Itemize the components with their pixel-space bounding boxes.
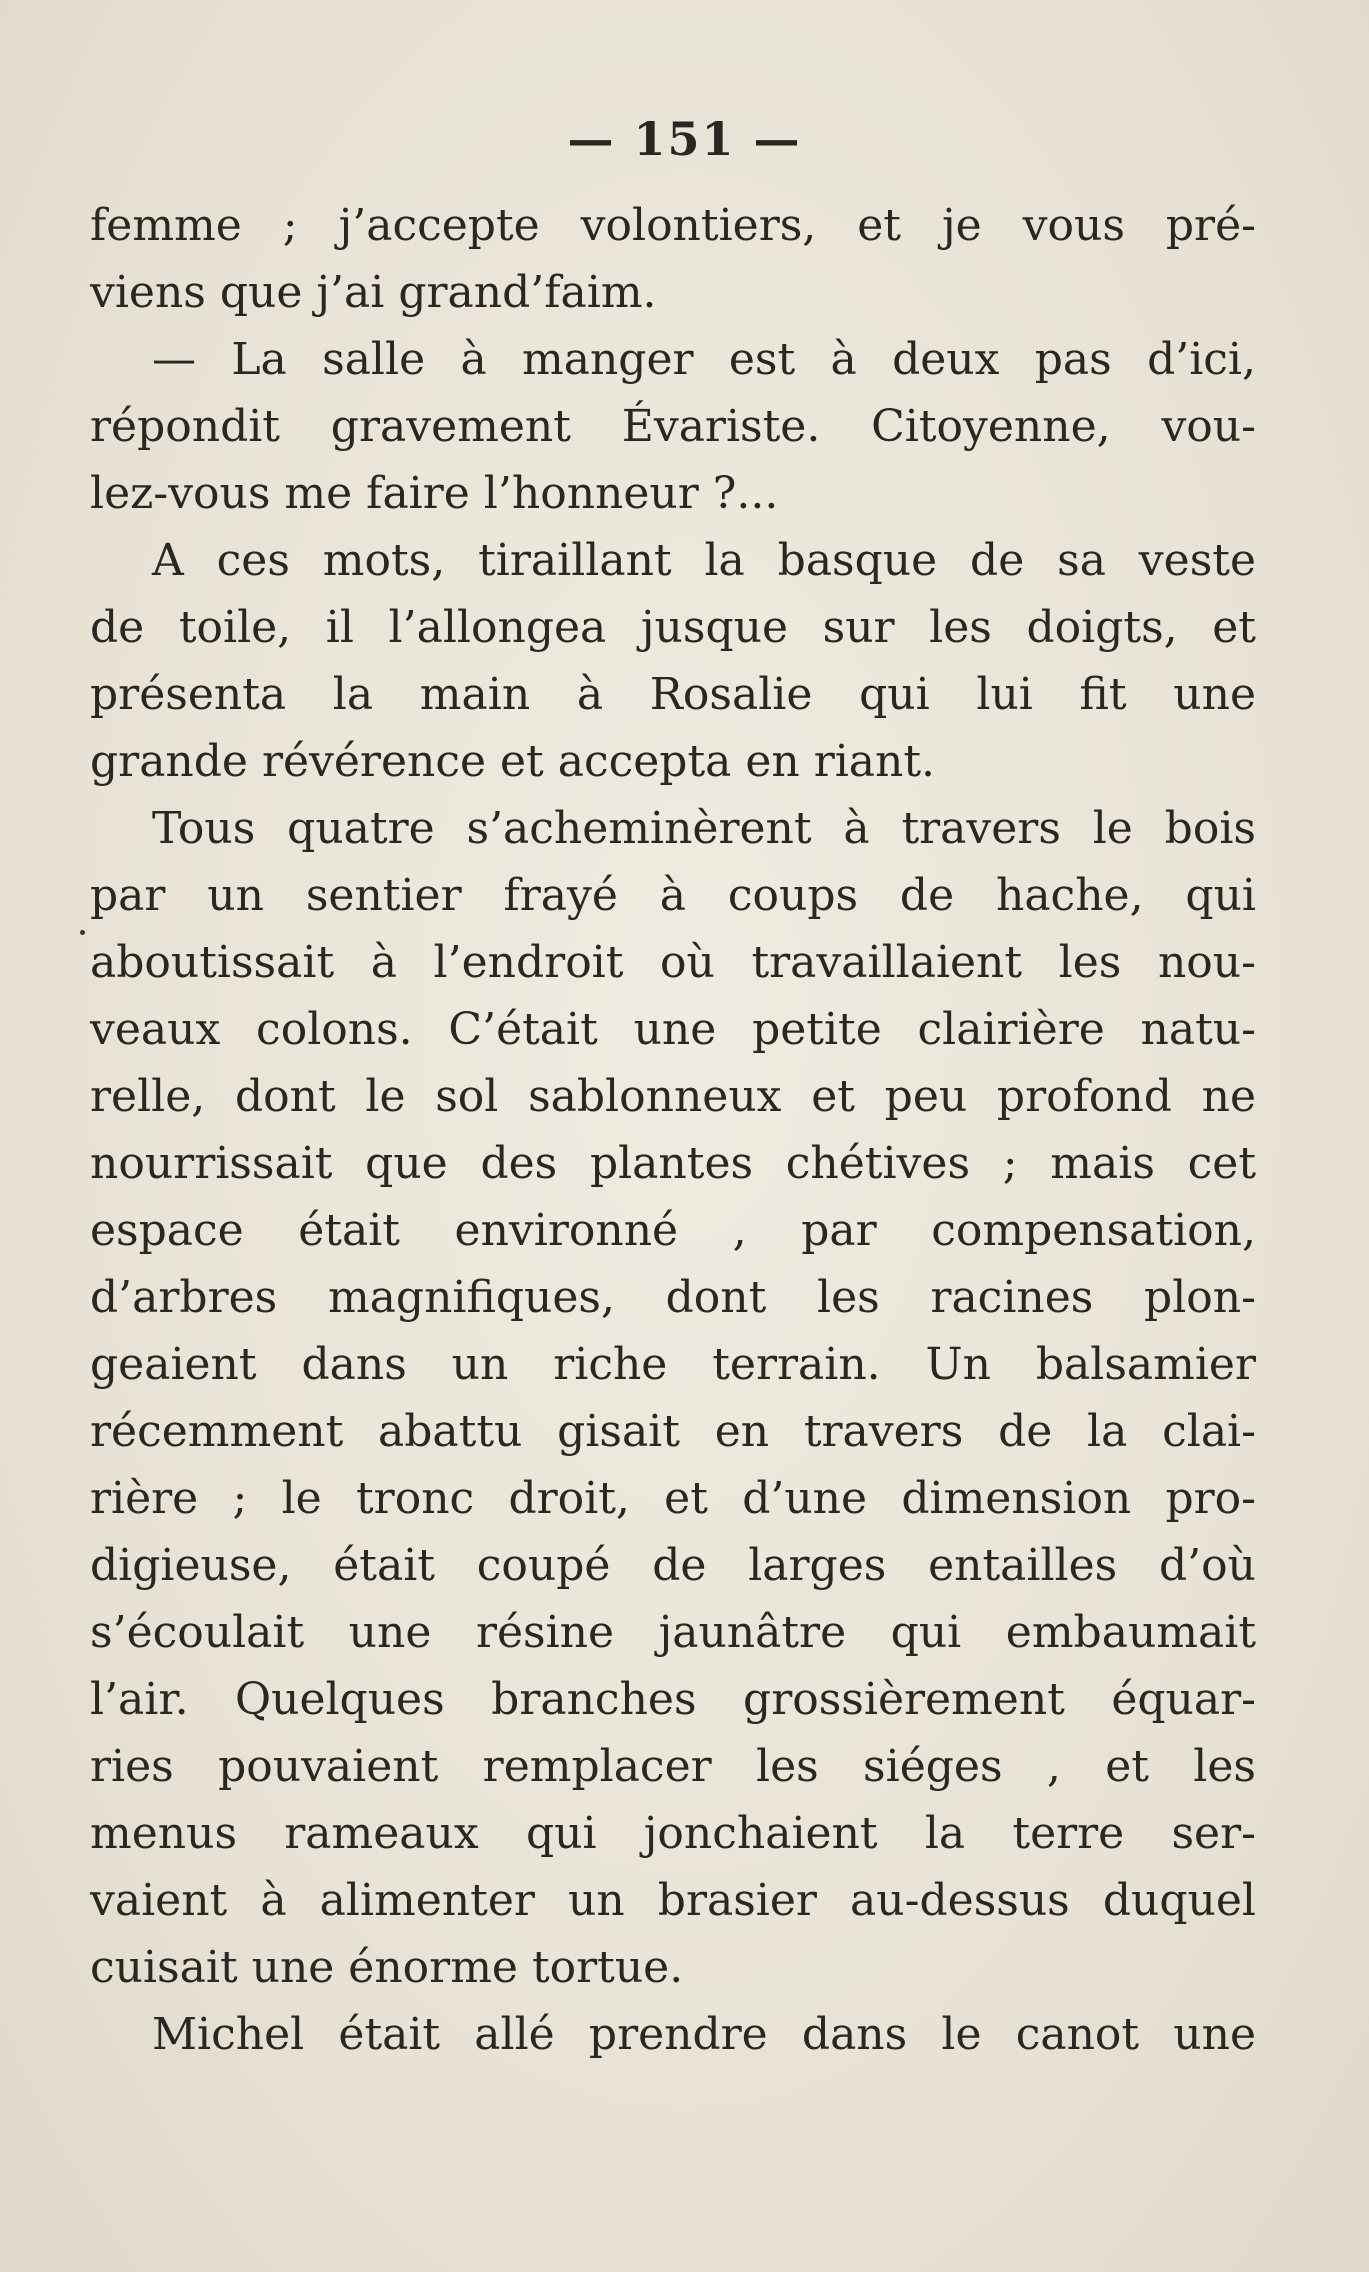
- text-line: espace était environné , par compensation,: [90, 1205, 1256, 1256]
- text-line: Michel était allé prendre dans le canot une: [152, 2009, 1256, 2060]
- text-line: Tous quatre s’acheminèrent à travers le bois: [152, 803, 1256, 854]
- text-line: l’air. Quelques branches grossièrement équar-: [90, 1674, 1256, 1725]
- text-line: lez-vous me faire l’honneur ?...: [90, 468, 779, 519]
- text-line: aboutissait à l’endroit où travaillaient les nou-: [90, 937, 1256, 988]
- text-line: de toile, il l’allongea jusque sur les doigts, et: [90, 602, 1256, 653]
- text-line: — La salle à manger est à deux pas d’ici,: [152, 334, 1256, 385]
- text-line: digieuse, était coupé de larges entailles d’où: [90, 1540, 1256, 1591]
- text-line: récemment abattu gisait en travers de la clai-: [90, 1406, 1256, 1457]
- text-line: présenta la main à Rosalie qui lui fit une: [90, 669, 1256, 720]
- body-text: [90, 192, 1256, 2068]
- text-line: ries pouvaient remplacer les siéges , et les: [90, 1741, 1256, 1792]
- text-line: répondit gravement Évariste. Citoyenne, vou-: [90, 401, 1256, 452]
- text-line: cuisait une énorme tortue.: [90, 1942, 684, 1993]
- text-line: menus rameaux qui jonchaient la terre ser-: [90, 1808, 1256, 1859]
- ink-speck: [80, 930, 85, 935]
- page-number: — 151 —: [567, 112, 802, 166]
- text-line: viens que j’ai grand’faim.: [90, 267, 657, 318]
- text-line: par un sentier frayé à coups de hache, qui: [90, 870, 1256, 921]
- text-line: d’arbres magnifiques, dont les racines plon-: [90, 1272, 1256, 1323]
- text-line: geaient dans un riche terrain. Un balsamier: [90, 1339, 1256, 1390]
- text-line: grande révérence et accepta en riant.: [90, 736, 936, 787]
- text-line: A ces mots, tiraillant la basque de sa veste: [152, 535, 1256, 586]
- text-line: s’écoulait une résine jaunâtre qui embaumait: [90, 1607, 1256, 1658]
- text-line: vaient à alimenter un brasier au-dessus duquel: [90, 1875, 1256, 1926]
- text-line: veaux colons. C’était une petite clairière natu-: [90, 1004, 1256, 1055]
- text-line: relle, dont le sol sablonneux et peu profond ne: [90, 1071, 1256, 1122]
- text-line: rière ; le tronc droit, et d’une dimension pro-: [90, 1473, 1256, 1524]
- text-line: nourrissait que des plantes chétives ; mais cet: [90, 1138, 1256, 1189]
- text-line: femme ; j’accepte volontiers, et je vous pré-: [90, 200, 1256, 251]
